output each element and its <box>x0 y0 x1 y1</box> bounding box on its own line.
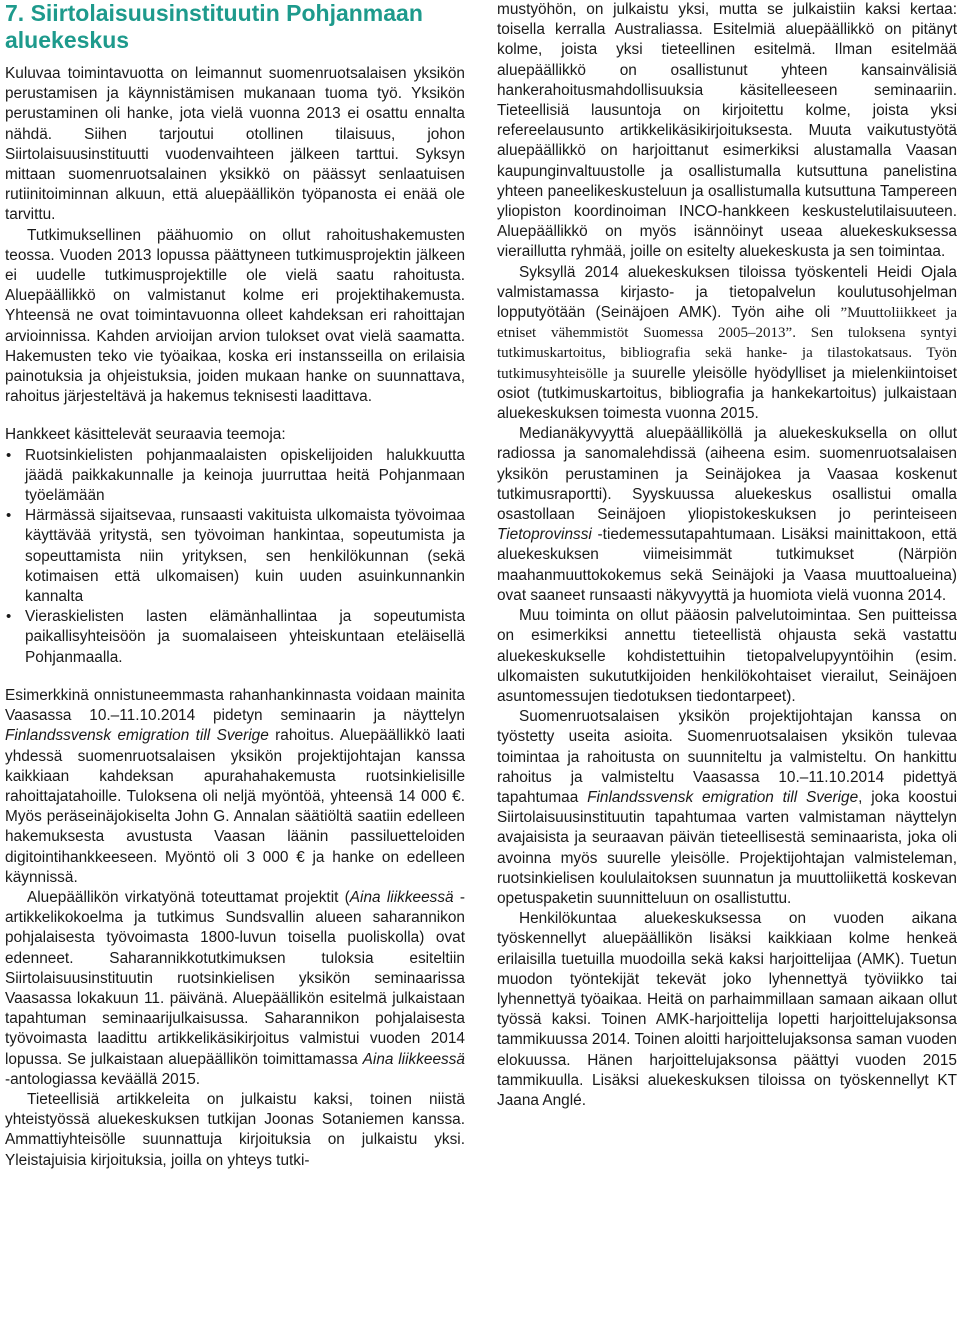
left-column <box>5 0 465 1171</box>
list-item: • Ruotsinkielisten pohjanmaalaisten opiskelijoiden halukkuutta jäädä paikkakunnalle ja keinoja juurruttaa heitä Pohjanmaan työelämään <box>5 446 465 507</box>
right-column <box>497 0 957 1111</box>
paragraph: Syksyllä 2014 aluekeskuksen tiloissa työskenteli Heidi Ojala valmistamassa kirjasto- ja tietopalvelun koulutusohjelman lopputyötään (Seinäjoen AMK). Työn aihe oli ”Muuttoliikkeet ja etniset vähemmistöt Suomessa 2005–2013”. Sen tuloksena syntyi tutkimuskartoitus, bibliografia sekä hanke- ja tilastokatsaus. Työn tutkimusyhteisölle ja suurelle yleisölle hyödylliset ja mielenkiintoiset osiot (tutkimuskartoitus, bibliografia ja hankekartoitus) julkaistaan aluekeskuksen toimesta vuonna 2015. <box>497 263 958 423</box>
event-title: Finlandssvensk emigration till Sverige <box>5 727 269 745</box>
event-title: Tietoprovinssi <box>497 526 592 544</box>
paragraph: Kuluvaa toimintavuotta on leimannut suomenruotsalaisen yksikön perustamisen ja käynnistämisen mukanaan tuoma työ. Yksikön perustaminen oli hanke, jota vielä vuonna 2013 ei osattu ennalta nähdä. Siihen tarjoutui otollinen tilaisuus, johon Siirtolaisuusinstituutti vuodenvaihteen jälkeen tarttui. Syksyn mittaan suomenruotsalainen yksikkö on päässyt senlaatuisen rutiinitoiminnan alkuun, että aluepäällikön työpanosta ei enää ole tarvittu. <box>5 65 465 224</box>
spacer <box>5 668 465 686</box>
list-item: • Vieraskielisten lasten elämänhallintaa ja sopeutumista paikallisyhteisöön ja suomalaiseen yhteiskuntaan eteläisellä Pohjanmaalla. <box>5 607 465 668</box>
paragraph: Tieteellisiä artikkeleita on julkaistu kaksi, toinen niistä yhteistyössä aluekeskuksen tutkijan Joonas Sotaniemen kanssa. Ammattiyhteisölle suunnattuja kirjoituksia on julkaistu yksi. Yleistajuisia kirjoituksia, joilla on yhteys tutki- <box>5 1090 465 1169</box>
paragraph: Henkilökuntaa aluekeskuksessa on vuoden aikana työskennellyt aluepäällikön lisäksi kaikkiaan kolme henkeä erilaisilla tuetuilla muodoilla sekä kaksi harjoittelijaa (AMK). Tuetun muodon työntekijät tekevät joko lyhennettyä työviikko tai lyhennettyä työaikaa. Heitä on parhaimmillaan samaan aikaan ollut työssä kaksi. Toinen AMK-harjoittelija lopetti harjoittelujaksonsa tammikuussa 2014. Toinen aloitti harjoittelujaksonsa saman vuoden elokuussa. Hänen harjoittelujaksonsa päättyi vuoden 2015 tammikuulla. Lisäksi aluekeskuksen tiloissa on työskennellyt KT Jaana Anglé. <box>497 910 957 1109</box>
paragraph: mustyöhön, on julkaistu yksi, mutta se julkaistiin kaksi kertaa: toisella kerralla Australiassa. Esitelmiä aluepäällikkö on pitänyt kolme, joista yksi tieteellinen esitelmä. Ilman esitelmää aluepäällikkö on osallistunut yhteen kansainvälisiä hankerahoitusmahdollisuuksia käsitelleeseen seminaariin. Tieteellisiä lausuntoja on kirjoitettu kolme, joista yksi refereelausunto artikkelikäsikirjoituksesta. Muuta vaikutustyötä aluepäällikkö on harjoittanut esimerkiksi alustamalla Vaasan kaupunginvaltuustolle ja osallistumalla kutsuttuna panelistina yhteen paneelikeskusteluun ja osallistumalla kutsuttuna Tampereen yliopiston koordinoiman INCO-hankkeen keskustelutilaisuuteen. Aluepäällikkö on myös isännöinyt useaa aluekeskuksessa vieraillutta ryhmää, joille on esitelty aluekeskusta ja sen toimintaa. <box>497 1 957 261</box>
paragraph: Tutkimuksellinen päähuomio on ollut rahoitushakemusten teossa. Vuoden 2013 lopussa päättyneen tutkimusprojektin jälkeen ei uudelle tutkimusprojektille ole vielä saatu rahoitusta. Aluepäällikkö on valmistanut kolme eri projektihakemusta. Yhteensä ne ovat toimintavuonna olleet kahdeksan eri rahoittajan arvioinnissa. Kahden arvioijan arvion tulokset ovat vielä saamatta. Hakemusten teko vie työaikaa, koska eri instansseilla on erilaisia painotuksia ja ohjeistuksia, joiden mukaan hanke on suunnattava, rahoitus järjesteltävä ja hakemus teknisesti laadittava. <box>5 226 465 406</box>
paragraph: Esimerkkinä onnistuneemmasta rahanhankinnasta voidaan mainita Vaasassa 10.–11.10.2014 pidetyn seminaarin ja näyttelyn Finlandssvensk emigration till Sverige rahoitus. Aluepäällikkö laati yhdessä suomenruotsalaisen yksikön projektijohtajan kanssa kaikkiaan kahdeksan apurahahakemusta ruotsinkielisille rahoittajatahoille. Tuloksena oli neljä myöntöä, yhteensä 14 000 €. Myös peräseinäjokiselta John G. Annalan säätiöltä saatiin edelleen hakemuksesta avustusta Vaasan läänin passiluetteloiden digitointihankkeeseen. Myöntö oli 3 000 € ja hanke on edelleen käynnissä. <box>5 686 466 886</box>
section-heading <box>5 0 465 54</box>
event-title: Finlandssvensk emigration till Sverige <box>587 788 859 806</box>
paragraph: Suomenruotsalaisen yksikön projektijohtajan kanssa on työstetty useita asioita. Suomenruotsalaisen yksikön tulevaa toimintaa ja rahoitusta on suunniteltu ja valmisteltu. On hankittu rahoitus ja valmisteltu Vaasassa 10.–11.10.2014 pidettyä tapahtumaa Finlandssvensk emigration till Sverige, joka koostui Siirtolaisuusinstituutin tapahtumaa varten valmistaman näyttelyn avajaisista ja seuraavan päivän tieteellisestä seminaarista, joka oli avoinna myös suurelle yleisölle. Projektijohtajan valmisteleman, ruotsinkielisen koululaitoksen suunnatun ja muuttoliikettä koskevan opetuspaketin suunnitteluun on osallistuttu. <box>497 708 958 907</box>
book-title: Aina liikkeessä <box>349 888 454 906</box>
list-item: • Härmässä sijaitsevaa, runsaasti vakituista ulkomaista työvoimaa käyttävää yritystä, sen työvoiman hankintaa, sopeutumista ja sopeuttamista niin yrityksen, sen henkilökunnan (sekä kotimaisen että ulkomaisen) kuin uuden asuinkunnankin kannalta <box>5 506 465 607</box>
paragraph: Aluepäällikön virkatyönä toteuttamat projektit (Aina liikkeessä -artikkelikokoelma ja tutkimus Sundsvallin alueen saharannikon pohjalaisesta työvoimasta 1800-luvun toisella puoliskolla) ovat edenneet. Saharannikkotutkimuksen tuloksia esiteltiin Siirtolaisuusinstituutin ruotsinkielisen yksikön seminaarissa Vaasassa lokakuun 11. päivänä. Aluepäällikön esitelmä julkaistaan tapahtuman seminaarijulkaisussa. Saharannikon pohjalaisesta työvoimasta laadittu artikkelikäsikirjoitus valmistui vuoden 2014 lopussa. Se julkaistaan aluepäällikön toimittamassa Aina liikkeessä -antologiassa keväällä 2015. <box>5 888 465 1088</box>
spacer <box>5 407 465 425</box>
themes-list <box>5 446 465 668</box>
book-title: Aina liikkeessä <box>362 1050 465 1068</box>
section-number: 7. <box>5 0 25 26</box>
themes-intro: Hankkeet käsittelevät seuraavia teemoja: <box>5 426 286 444</box>
paragraph: Muu toiminta on ollut pääosin palvelutoimintaa. Sen puitteissa on esimerkiksi annettu tieteellistä ohjausta sekä vastattu aluekeskukselle kohdistettuihin tietopalvelupyyntöihin (esim. ulkomaisten sukututkijoiden henkilökohtaiset vierailut, Seinäjoen asuntomessujen tiedotuksen tiedontarpeet). <box>497 607 957 705</box>
paragraph: Medianäkyvyyttä aluepäälliköllä ja aluekeskuksella on ollut radiossa ja sanomalehdissä (aiheena esim. suomenruotsalaisen yksikön perustaminen ja Seinäjokea ja Vaasaa koskenut tutkimusraportti). Syyskuussa aluekeskus osallistui omalla osastollaan Seinäjoen yliopistokeskuksen jo perinteiseen Tietoprovinssi -tiedemessutapahtumaan. Lisäksi mainittakoon, että aluekeskuksen viimeisimmät tutkimukset (Närpiön maahanmuuttokokemus sekä Seinäjoki ja Vaasa muuttoalueina) ovat saaneet runsaasti näkyvyyttä ja huomiota vielä vuonna 2014. <box>497 425 957 604</box>
thesis-title: ”Muuttoliikkeet ja etniset vähemmistöt Suomessa 2005–2013”. Sen tuloksena syntyi tutkimuskartoitus, bibliografia sekä hanke- ja tilastokatsaus. Työn tutkimusyhteisölle ja <box>497 305 958 382</box>
section-title: Siirtolaisuusinstituutin Pohjanmaan aluekeskus <box>5 0 423 53</box>
